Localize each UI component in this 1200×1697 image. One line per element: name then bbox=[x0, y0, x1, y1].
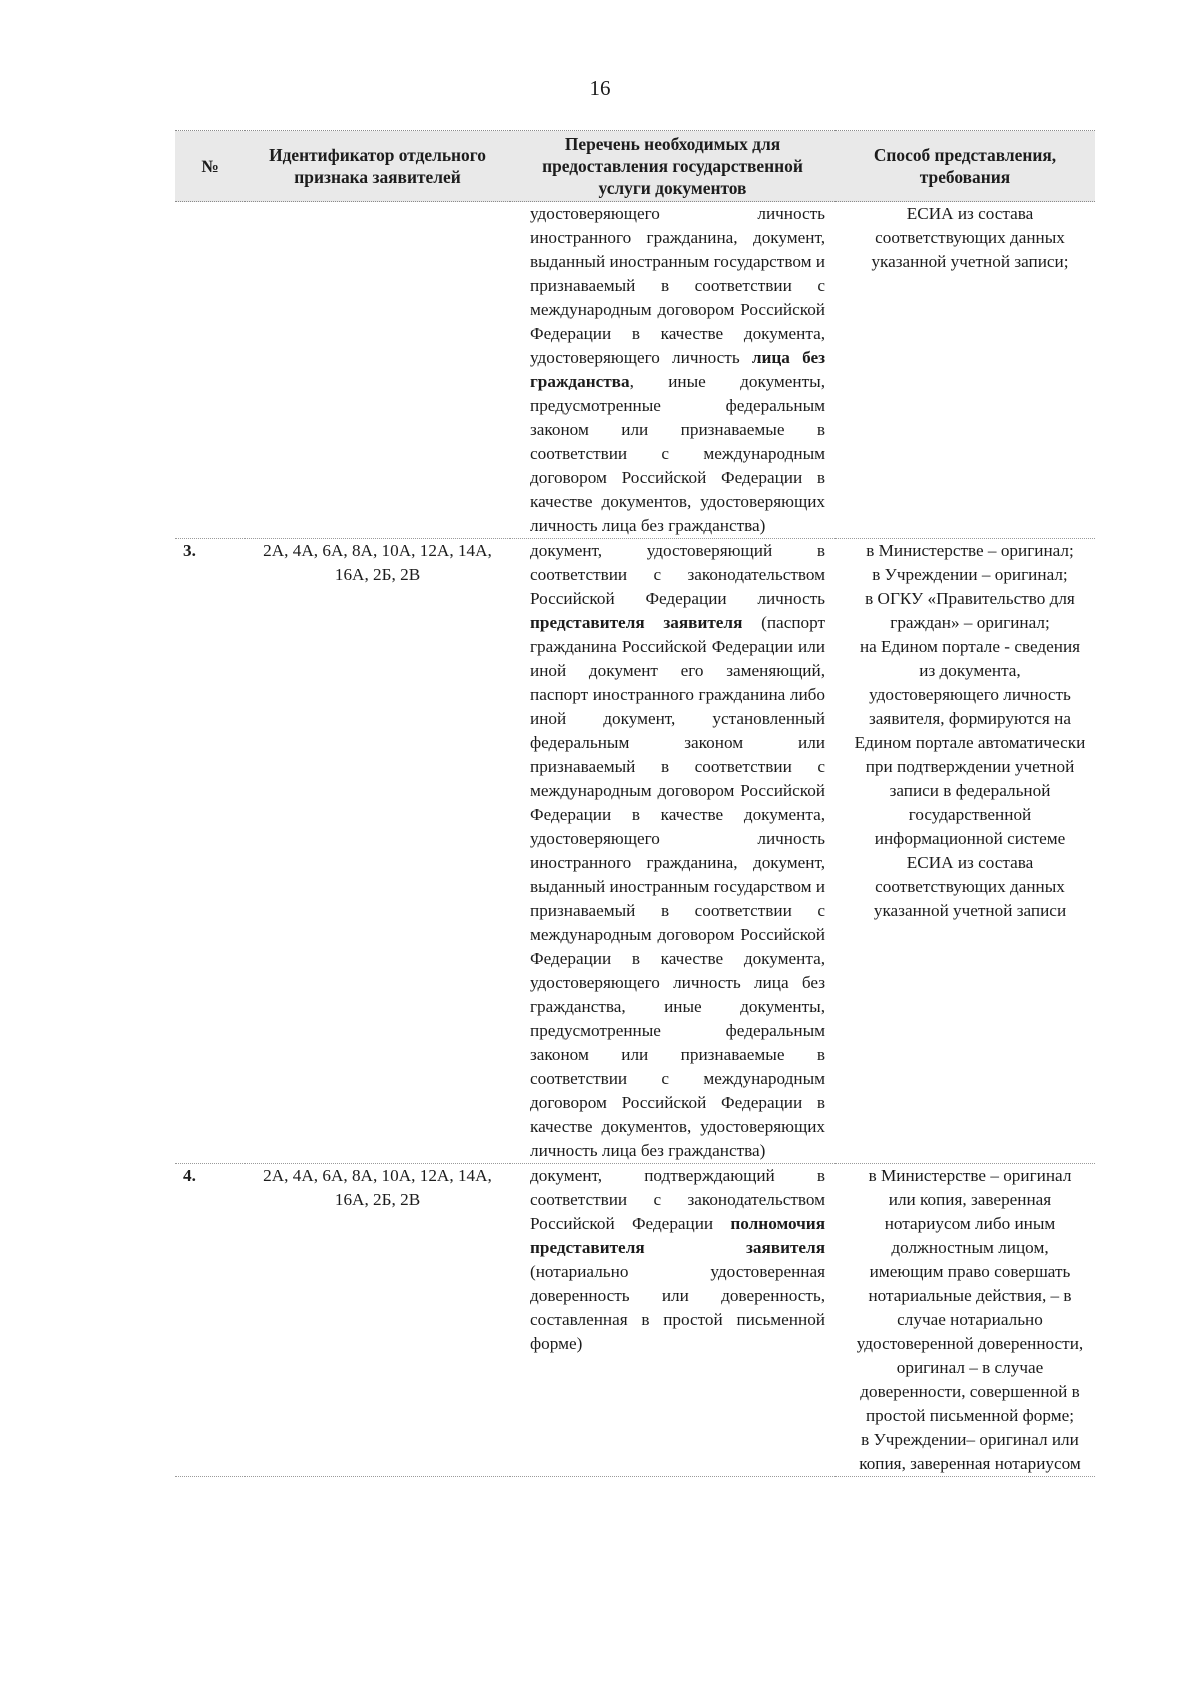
method-line: удостоверяющего личность bbox=[869, 685, 1071, 704]
method-line: ЕСИА из состава bbox=[906, 204, 1034, 223]
method-line: указанной учетной записи; bbox=[871, 252, 1069, 271]
method-line: Едином портале автоматически bbox=[854, 733, 1086, 752]
method-line: заявителя, формируются на bbox=[869, 709, 1071, 728]
method-line: доверенности, совершенной в bbox=[860, 1382, 1080, 1401]
document-text: (нотариально удостоверенная доверенность или доверенность, составленная в простой письменной форме) bbox=[530, 1262, 825, 1353]
row-documents bbox=[510, 1164, 835, 1477]
row-method bbox=[835, 202, 1095, 539]
method-line: при подтверждении учетной bbox=[865, 757, 1075, 776]
method-line: на Едином портале - сведения bbox=[859, 637, 1081, 656]
method-line: должностным лицом, bbox=[891, 1238, 1049, 1257]
header-number: № bbox=[175, 131, 245, 202]
method-line: или копия, заверенная bbox=[888, 1190, 1052, 1209]
document-text-bold: лица без гражданства bbox=[530, 348, 825, 391]
method-line: соответствующих данных bbox=[875, 228, 1065, 247]
header-documents: Перечень необходимых для предоставления государственной услуги документов bbox=[510, 131, 835, 202]
method-line: записи в федеральной bbox=[889, 781, 1051, 800]
row-documents bbox=[510, 202, 835, 539]
page-number: 16 bbox=[589, 76, 611, 100]
row-identifier: 2А, 4А, 6А, 8А, 10А, 12А, 14А, 16А, 2Б, 2В bbox=[245, 1164, 510, 1477]
row-identifier bbox=[245, 202, 510, 539]
method-line: простой письменной форме; bbox=[865, 1406, 1074, 1425]
method-line: государственной bbox=[908, 805, 1032, 824]
document-text: удостоверяющего личность иностранного гражданина, документ, выданный иностранным государством и признаваемый в соответствии с международным договором Российской Федерации в качестве документа, удостоверяющего личность bbox=[530, 204, 825, 367]
document-text-bold: представителя заявителя bbox=[530, 613, 743, 632]
row-method bbox=[835, 539, 1095, 1164]
method-line: случае нотариально bbox=[897, 1310, 1043, 1329]
method-line: в Учреждении– оригинал или bbox=[861, 1430, 1079, 1449]
method-line: в Министерстве – оригинал bbox=[868, 1166, 1072, 1185]
method-line: граждан» – оригинал; bbox=[890, 613, 1050, 632]
method-line: в ОГКУ «Правительство для bbox=[865, 589, 1075, 608]
method-line: из документа, bbox=[919, 661, 1021, 680]
row-documents bbox=[510, 539, 835, 1164]
method-line: в Министерстве – оригинал; bbox=[866, 541, 1074, 560]
method-line: копия, заверенная нотариусом bbox=[859, 1454, 1081, 1473]
document-text: документ, удостоверяющий в соответствии с законодательством Российской Федерации личность bbox=[530, 541, 825, 608]
row-number: 4. bbox=[175, 1164, 245, 1477]
method-line: оригинал – в случае bbox=[896, 1358, 1044, 1377]
document-text: (паспорт гражданина Российской Федерации или иной документ его заменяющий, паспорт иностранного гражданина либо иной документ, установленный федеральным законом или признаваемый в соответствии с международным договором Российской Федерации в качестве документа, удостоверяющего личность иностранного гражданина, документ, выданный иностранным государством и признаваемый в соответствии с международным договором Российской Федерации в качестве документа, удостоверяющего личность лица без гражданства, иные документы, предусмотренные федеральным законом или признаваемые в соответствии с международным договором Российской Федерации в качестве документов, удостоверяющих личность лица без гражданства) bbox=[530, 613, 825, 1160]
method-line: соответствующих данных bbox=[875, 877, 1065, 896]
header-method: Способ представления, требования bbox=[835, 131, 1095, 202]
row-number: 3. bbox=[175, 539, 245, 1164]
method-line: удостоверенной доверенности, bbox=[856, 1334, 1084, 1353]
method-line: указанной учетной записи bbox=[873, 901, 1067, 920]
method-line: информационной системе bbox=[874, 829, 1066, 848]
row-identifier: 2А, 4А, 6А, 8А, 10А, 12А, 14А, 16А, 2Б, 2В bbox=[245, 539, 510, 1164]
table-header-row bbox=[175, 131, 1095, 202]
table-body bbox=[175, 202, 1095, 1477]
table-row bbox=[175, 1164, 1095, 1477]
row-method bbox=[835, 1164, 1095, 1477]
method-line: нотариусом либо иным bbox=[884, 1214, 1056, 1233]
document-text-bold: полномочия представителя заявителя bbox=[530, 1214, 825, 1257]
document-text: документ, подтверждающий в соответствии с законодательством Российской Федерации bbox=[530, 1166, 825, 1233]
table-row bbox=[175, 202, 1095, 539]
row-number bbox=[175, 202, 245, 539]
header-identifier: Идентификатор отдельного признака заявителей bbox=[245, 131, 510, 202]
method-line: ЕСИА из состава bbox=[906, 853, 1034, 872]
method-line: нотариальные действия, – в bbox=[868, 1286, 1072, 1305]
method-line: имеющим право совершать bbox=[869, 1262, 1071, 1281]
method-line: в Учреждении – оригинал; bbox=[872, 565, 1068, 584]
document-text: , иные документы, предусмотренные федеральным законом или признаваемые в соответствии с международным договором Российской Федерации в качестве документов, удостоверяющих личность лица без гражданства) bbox=[530, 372, 825, 535]
documents-table bbox=[175, 130, 1095, 1477]
table-row bbox=[175, 539, 1095, 1164]
